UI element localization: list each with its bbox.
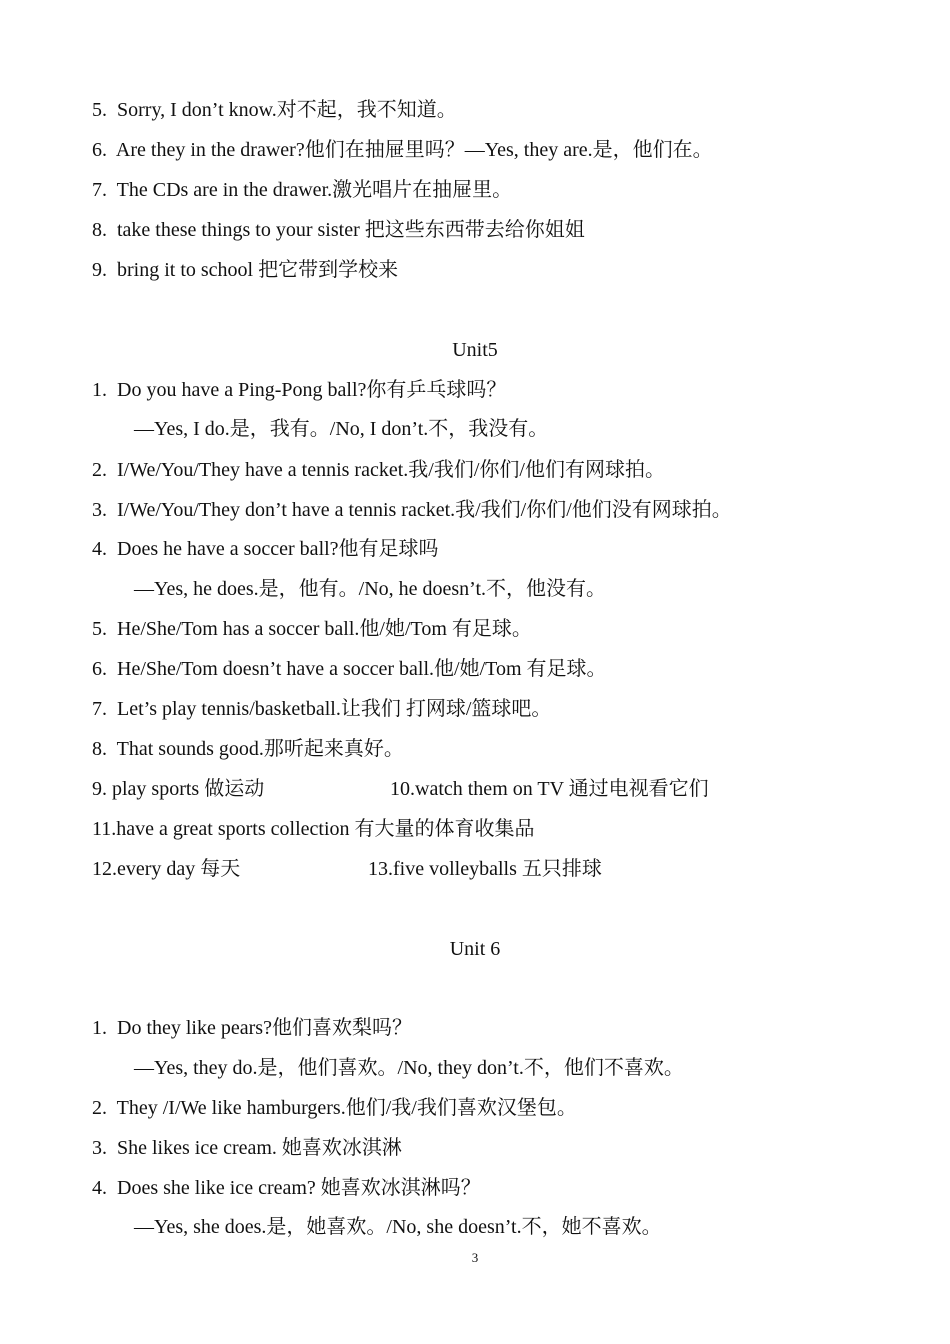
item-number: 7.	[92, 698, 107, 720]
item-number: 2.	[92, 1097, 107, 1119]
item-text: bring it to school 把它带到学校来	[117, 259, 399, 281]
item-number: 5.	[92, 99, 107, 121]
phrase-9: 9. play sports 做运动	[92, 778, 265, 800]
list-item	[92, 1016, 412, 1040]
phrase-10: 10.watch them on TV 通过电视看它们	[390, 778, 709, 800]
item-text: I/We/You/They have a tennis racket.我/我们/你们/他们有网球拍。	[117, 459, 665, 481]
list-item	[92, 697, 551, 721]
item-text: take these things to your sister 把这些东西带去给你姐姐	[117, 219, 585, 241]
page-number: 3	[471, 1250, 479, 1265]
list-item	[92, 657, 607, 681]
list-item	[92, 1096, 577, 1120]
list-item	[92, 98, 457, 122]
unit6-heading: Unit 6	[449, 938, 501, 960]
list-item	[92, 258, 398, 282]
answer-line	[134, 1056, 684, 1080]
item-number: 8.	[92, 219, 107, 241]
item-number: 6.	[92, 658, 107, 680]
item-text: The CDs are in the drawer.激光唱片在抽屉里。	[116, 179, 513, 201]
item-text: Sorry, I don’t know.对不起，我不知道。	[117, 99, 457, 121]
item-text: Are they in the drawer?他们在抽屉里吗？—Yes, they are.是，他们在。	[115, 139, 713, 161]
list-item	[92, 218, 585, 242]
item-text: Does he have a soccer ball?他有足球吗	[117, 538, 439, 560]
item-text: He/She/Tom has a soccer ball.他/她/Tom 有足球。	[117, 618, 532, 640]
item-text: —Yes, he does.是，他有。/No, he doesn’t.不，他没有。	[134, 578, 607, 600]
answer-line	[134, 417, 548, 441]
item-text: That sounds good.那听起来真好。	[116, 738, 404, 760]
item-number: 4.	[92, 538, 107, 560]
list-item	[92, 378, 506, 402]
phrase-13: 13.five volleyballs 五只排球	[368, 858, 602, 880]
item-number: 4.	[92, 1177, 107, 1199]
item-number: 1.	[92, 1017, 107, 1039]
list-item	[92, 178, 512, 202]
list-item	[92, 498, 732, 522]
list-item	[92, 537, 439, 561]
answer-line	[134, 1215, 662, 1239]
list-item	[92, 1136, 402, 1160]
item-number: 9.	[92, 259, 107, 281]
item-number: 2.	[92, 459, 107, 481]
item-number: 1.	[92, 379, 107, 401]
item-text: —Yes, she does.是，她喜欢。/No, she doesn’t.不，她不喜欢。	[134, 1216, 662, 1238]
item-text: He/She/Tom doesn’t have a soccer ball.他/她/Tom 有足球。	[117, 658, 607, 680]
phrase-11: 11.have a great sports collection 有大量的体育收集品	[92, 818, 535, 840]
item-text: Does she like ice cream? 她喜欢冰淇淋吗？	[117, 1177, 481, 1199]
unit5-heading: Unit5	[452, 339, 498, 361]
item-text: —Yes, they do.是，他们喜欢。/No, they don’t.不，他们不喜欢。	[134, 1057, 684, 1079]
item-number: 3.	[92, 1137, 107, 1159]
list-item	[92, 138, 713, 162]
list-item	[92, 1176, 481, 1200]
item-text: Do you have a Ping-Pong ball?你有乒乓球吗？	[117, 379, 507, 401]
item-number: 6.	[92, 139, 107, 161]
item-number: 8.	[92, 738, 107, 760]
answer-line	[134, 577, 606, 601]
item-text: She likes ice cream. 她喜欢冰淇淋	[117, 1137, 402, 1159]
item-text: Let’s play tennis/basketball.让我们 打网球/篮球吧。	[117, 698, 552, 720]
list-item	[92, 737, 404, 761]
list-item	[92, 617, 532, 641]
phrase-12: 12.every day 每天	[92, 858, 241, 880]
item-number: 7.	[92, 179, 107, 201]
item-text: —Yes, I do.是，我有。/No, I don’t.不，我没有。	[134, 418, 549, 440]
list-item	[92, 458, 665, 482]
item-text: They /I/We like hamburgers.他们/我/我们喜欢汉堡包。	[116, 1097, 577, 1119]
item-text: I/We/You/They don’t have a tennis racket.我/我们/你们/他们没有网球拍。	[117, 499, 732, 521]
item-text: Do they like pears?他们喜欢梨吗？	[117, 1017, 412, 1039]
item-number: 5.	[92, 618, 107, 640]
item-number: 3.	[92, 499, 107, 521]
